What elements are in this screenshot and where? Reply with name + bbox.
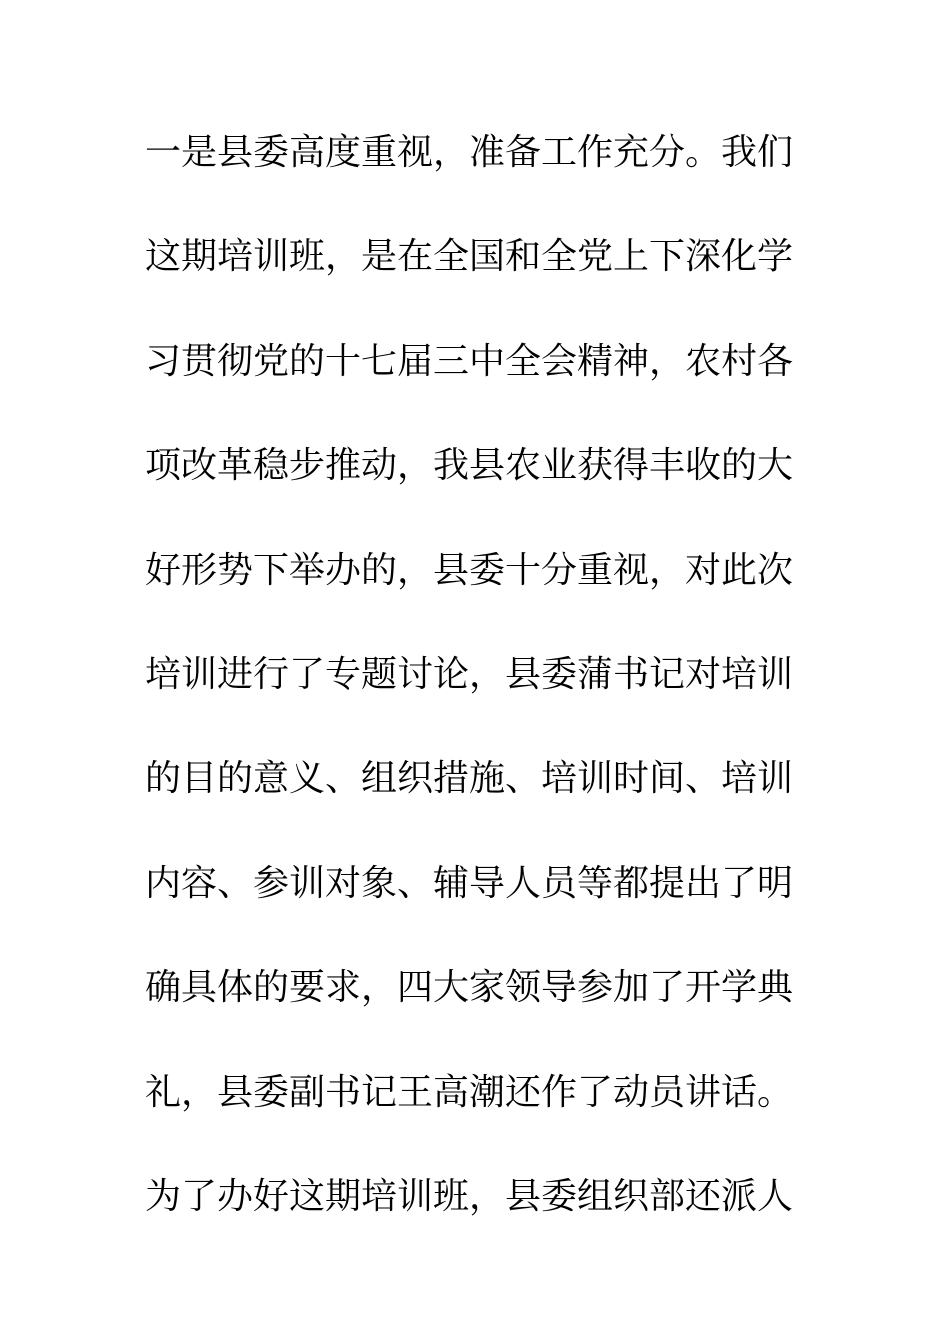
text-line-9: 确具体的要求，四大家领导参加了开学典 xyxy=(145,967,794,1009)
text-line-5: 好形势下举办的，县委十分重视，对此次 xyxy=(145,549,794,591)
text-line-4: 项改革稳步推动，我县农业获得丰收的大 xyxy=(145,445,794,487)
text-line-11: 为了办好这期培训班，县委组织部还派人 xyxy=(145,1175,794,1217)
text-line-8: 内容、参训对象、辅导人员等都提出了明 xyxy=(145,862,794,904)
body-text xyxy=(145,127,794,1275)
text-line-7: 的目的意义、组织措施、培训时间、培训 xyxy=(145,758,794,800)
text-line-3: 习贯彻党的十七届三中全会精神，农村各 xyxy=(145,340,794,382)
text-line-6: 培训进行了专题讨论，县委蒲书记对培训 xyxy=(145,653,794,695)
text-line-2: 这期培训班，是在全国和全党上下深化学 xyxy=(145,236,794,278)
text-line-10: 礼，县委副书记王高潮还作了动员讲话。 xyxy=(145,1071,794,1113)
text-line-1: 一是县委高度重视，准备工作充分。我们 xyxy=(145,132,794,173)
